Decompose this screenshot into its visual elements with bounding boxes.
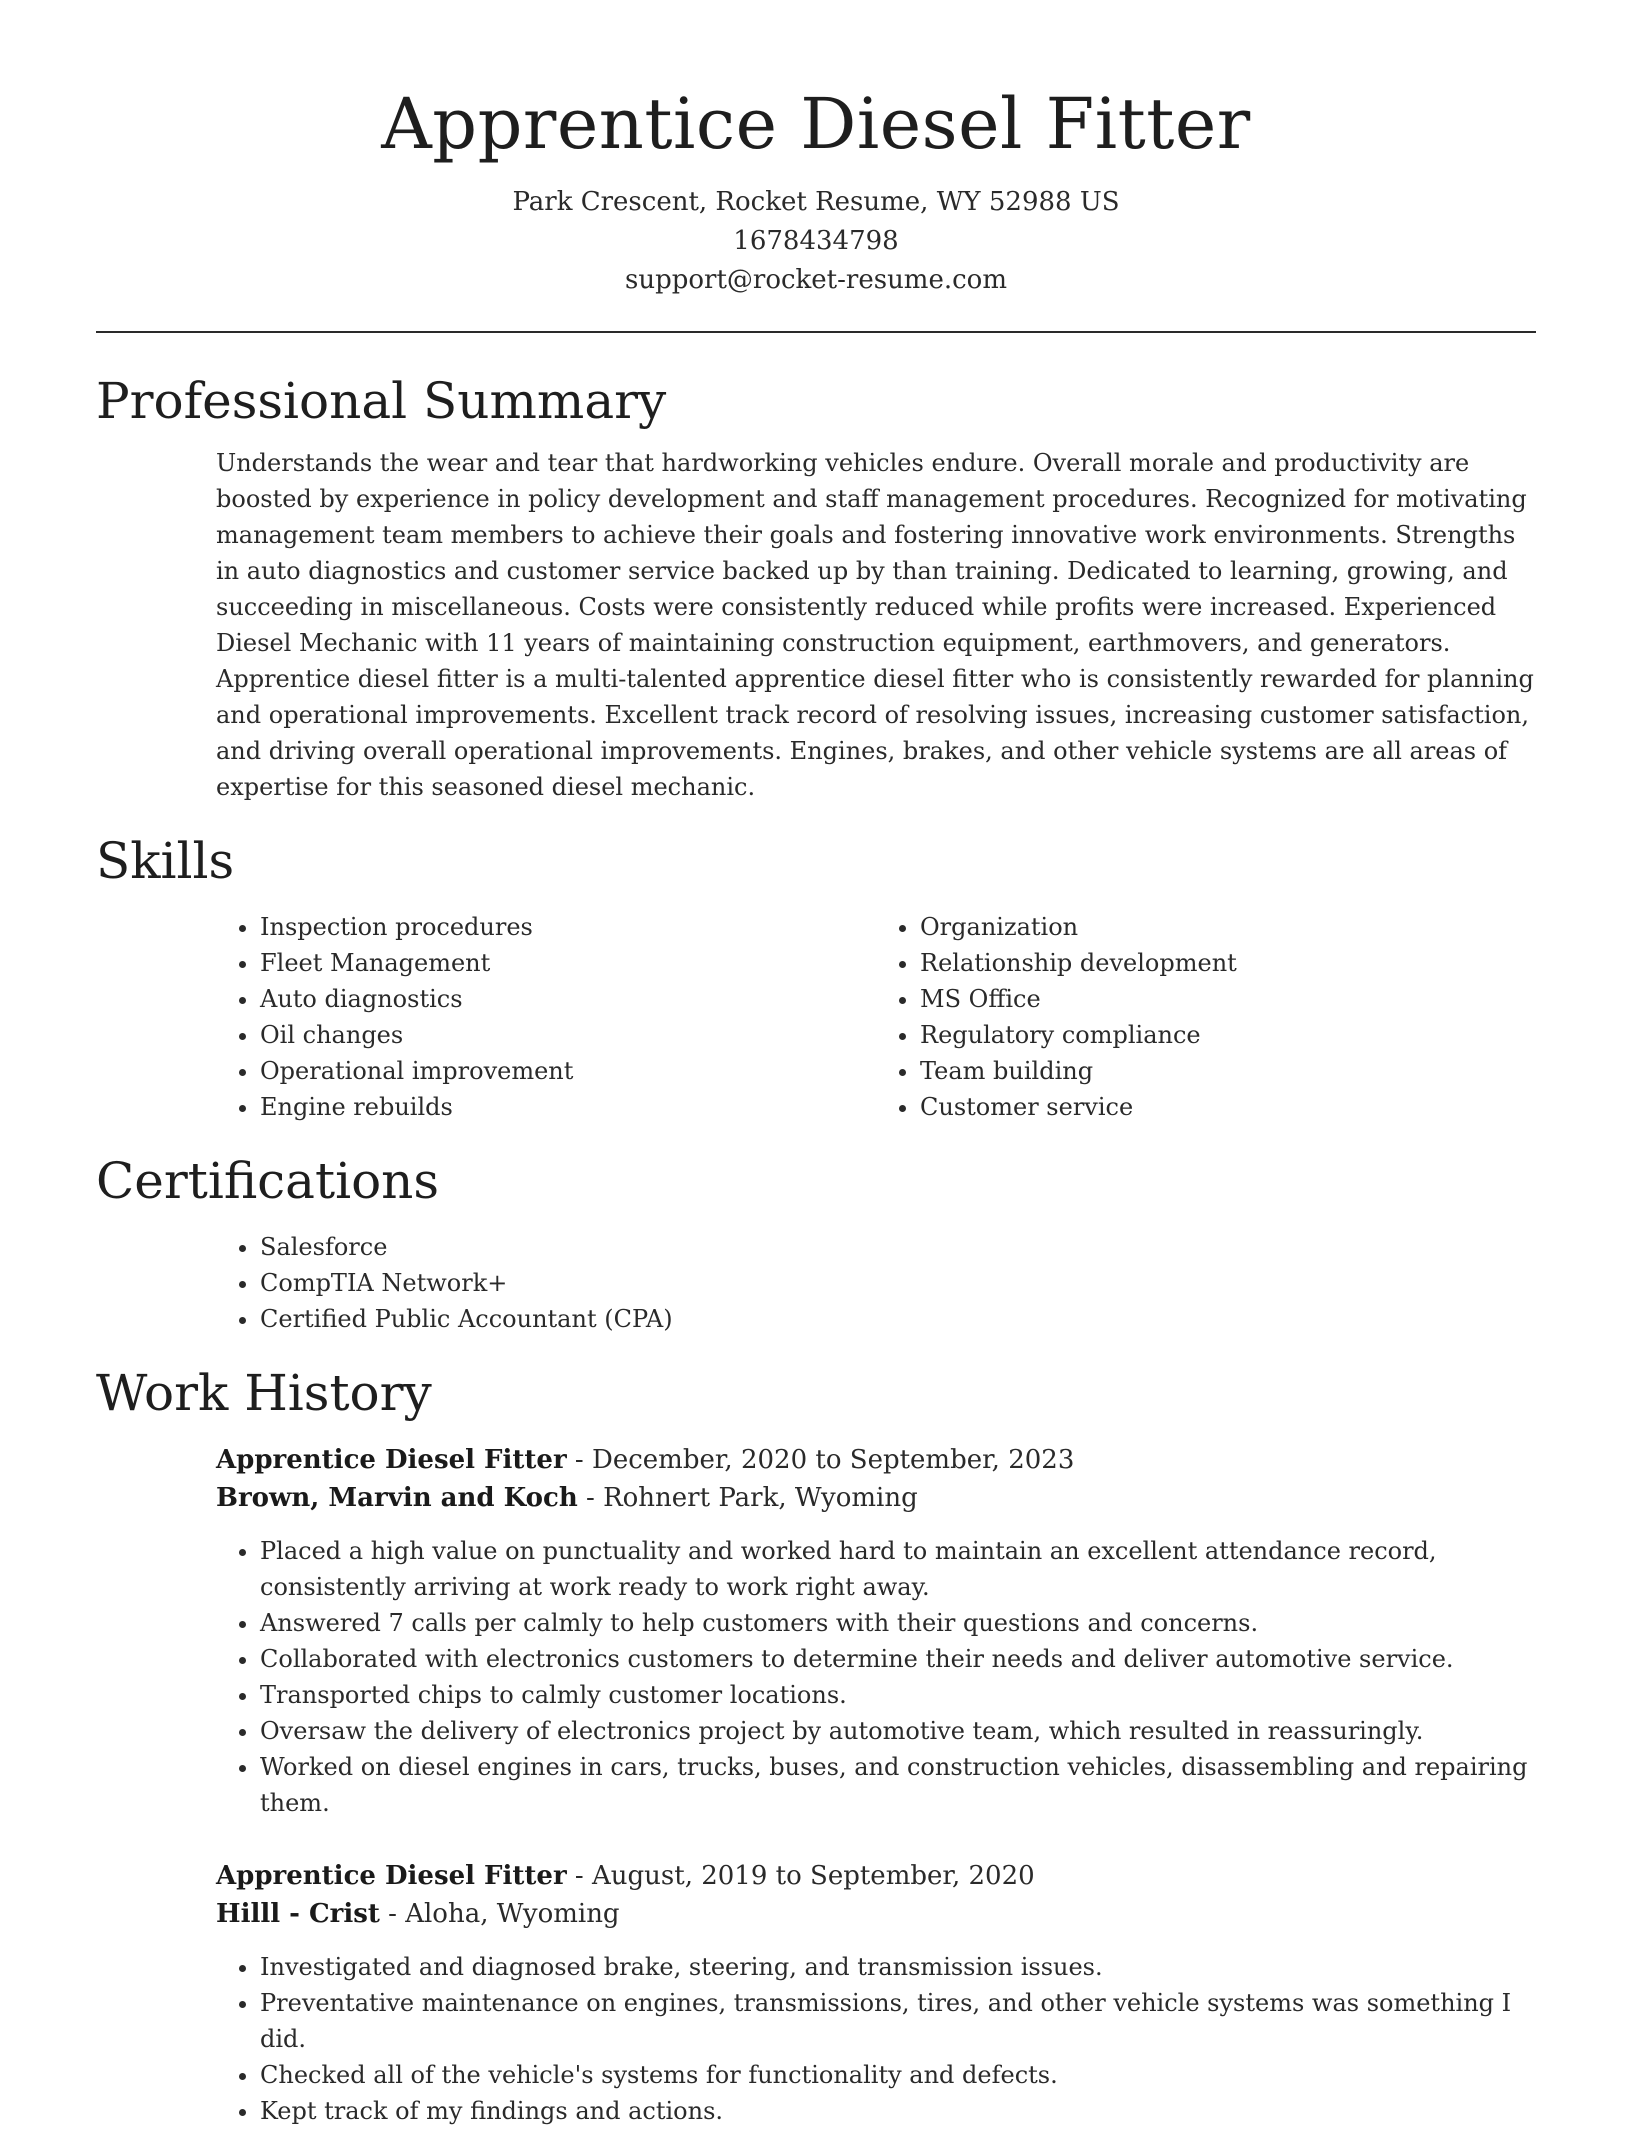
- skills-heading: Skills: [96, 831, 235, 890]
- job-employer-line: [216, 1895, 1536, 1933]
- resume-header: [96, 0, 1536, 300]
- skill-item: • Engine rebuilds: [260, 1089, 876, 1125]
- job-bullet: • Placed a high value on punctuality and worked hard to maintain an excellent attendance record, consistently arriving at work ready to work right away.: [260, 1533, 1536, 1605]
- candidate-name: Apprentice Diesel Fitter: [381, 83, 1251, 165]
- phone: 1678434798: [733, 225, 899, 256]
- job-role: Apprentice Diesel Fitter: [216, 1444, 567, 1475]
- job-company: Brown, Marvin and Koch: [216, 1482, 578, 1513]
- skill-item: • Regulatory compliance: [920, 1017, 1536, 1053]
- summary-text: Understands the wear and tear that hardworking vehicles endure. Overall morale and productivity are boosted by experience in policy development and staff management procedures. Recognized for motivating management team members to achieve their goals and fostering innovative work environments. Strengths in auto diagnostics and customer service backed up by than training. Dedicated to learning, growing, and succeeding in miscellaneous. Costs were consistently reduced while profits were increased. Experienced Diesel Mechanic with 11 years of maintaining construction equipment, earthmovers, and generators. Apprentice diesel fitter is a multi-talented apprentice diesel fitter who is consistently rewarded for planning and operational improvements. Excellent track record of resolving issues, increasing customer satisfaction, and driving overall operational improvements. Engines, brakes, and other vehicle systems are all areas of expertise for this seasoned diesel mechanic.: [216, 448, 1534, 801]
- job-dates: - December, 2020 to September, 2023: [566, 1444, 1075, 1475]
- certification-item: • Certified Public Accountant (CPA): [260, 1301, 1536, 1337]
- job-bullet: • Kept track of my findings and actions.: [260, 2093, 1536, 2129]
- skill-item: • Organization: [920, 909, 1536, 945]
- job-location: - Rohnert Park, Wyoming: [577, 1482, 918, 1513]
- skill-item: • Auto diagnostics: [260, 981, 876, 1017]
- skill-item: • Customer service: [920, 1089, 1536, 1125]
- certifications-list: [216, 1229, 1536, 1337]
- job-role: Apprentice Diesel Fitter: [216, 1860, 567, 1891]
- job-entry: [216, 1441, 1536, 1821]
- certification-item: • Salesforce: [260, 1229, 1536, 1265]
- resume-page: [96, 0, 1536, 2129]
- job-company: Hilll - Crist: [216, 1898, 380, 1929]
- skill-item: • MS Office: [920, 981, 1536, 1017]
- skill-item: • Fleet Management: [260, 945, 876, 981]
- work-history-heading: Work History: [96, 1363, 432, 1422]
- skills-section: [96, 831, 1536, 1125]
- job-bullet: • Checked all of the vehicle's systems for functionality and defects.: [260, 2057, 1536, 2093]
- job-bullets: [216, 1533, 1536, 1821]
- job-employer-line: [216, 1479, 1536, 1517]
- job-bullet: • Collaborated with electronics customers to determine their needs and deliver automotive service.: [260, 1641, 1536, 1677]
- job-bullets: [216, 1949, 1536, 2129]
- job-bullet: • Investigated and diagnosed brake, steering, and transmission issues.: [260, 1949, 1536, 1985]
- job-bullet: • Preventative maintenance on engines, transmissions, tires, and other vehicle systems was something I did.: [260, 1985, 1536, 2057]
- skills-left-list: [216, 909, 876, 1125]
- job-bullet: • Worked on diesel engines in cars, trucks, buses, and construction vehicles, disassembling and repairing them.: [260, 1749, 1536, 1821]
- skill-item: • Relationship development: [920, 945, 1536, 981]
- job-title-line: [216, 1857, 1536, 1895]
- job-dates: - August, 2019 to September, 2020: [566, 1860, 1035, 1891]
- header-divider: [96, 331, 1536, 333]
- job-entry: [216, 1857, 1536, 2129]
- work-history-section: [96, 1363, 1536, 2129]
- skill-item: • Oil changes: [260, 1017, 876, 1053]
- skill-item: • Team building: [920, 1053, 1536, 1089]
- job-title-line: [216, 1441, 1536, 1479]
- skill-item: • Inspection procedures: [260, 909, 876, 945]
- email: support@rocket-resume.com: [624, 264, 1007, 295]
- certifications-list-wrap: [216, 1229, 1536, 1337]
- contact-block: [96, 183, 1536, 300]
- address: Park Crescent, Rocket Resume, WY 52988 US: [512, 186, 1120, 217]
- job-bullet: • Oversaw the delivery of electronics project by automotive team, which resulted in reassuringly.: [260, 1713, 1536, 1749]
- certifications-heading: Certifications: [96, 1151, 440, 1210]
- summary-section: [96, 371, 1536, 805]
- skill-item: • Operational improvement: [260, 1053, 876, 1089]
- skills-right-list: [876, 909, 1536, 1125]
- job-bullet: • Answered 7 calls per calmly to help customers with their questions and concerns.: [260, 1605, 1536, 1641]
- job-location: - Aloha, Wyoming: [379, 1898, 620, 1929]
- summary-heading: Professional Summary: [96, 371, 667, 430]
- skills-grid: [216, 909, 1536, 1125]
- certifications-section: [96, 1151, 1536, 1337]
- certification-item: • CompTIA Network+: [260, 1265, 1536, 1301]
- job-bullet: • Transported chips to calmly customer locations.: [260, 1677, 1536, 1713]
